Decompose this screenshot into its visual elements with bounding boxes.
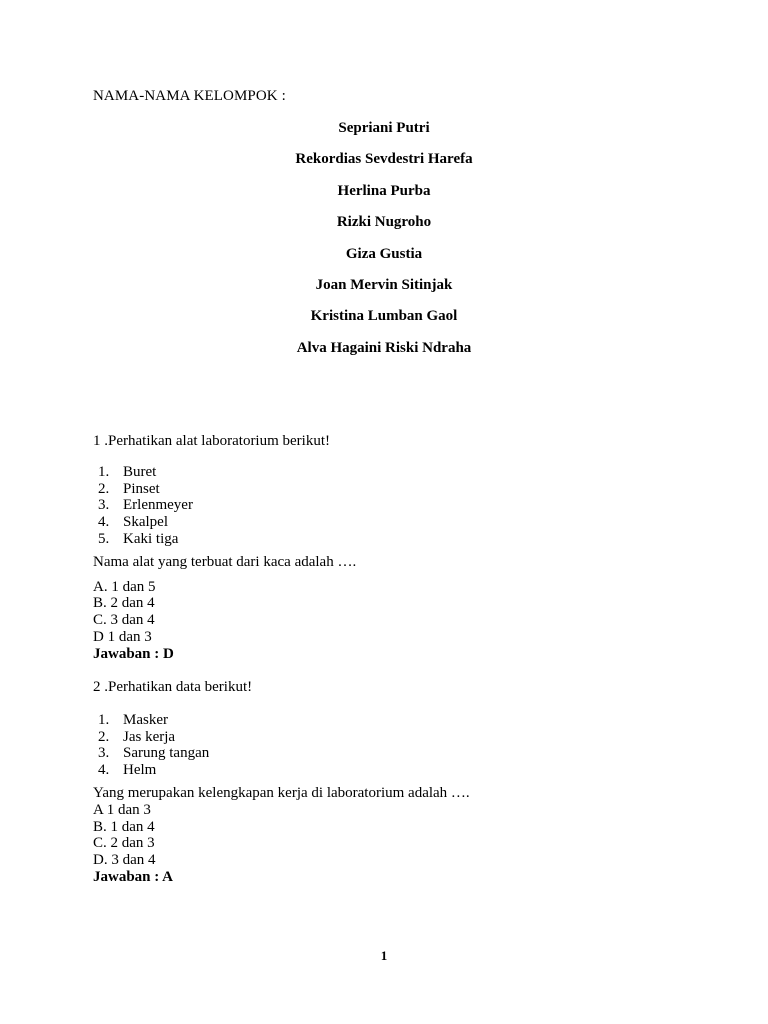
list-item	[93, 712, 470, 729]
list-text: Jas kerja	[123, 728, 176, 745]
answer-key: Jawaban : D	[93, 645, 174, 662]
list-number: 2.	[98, 480, 110, 497]
option: C. 3 dan 4	[93, 612, 155, 629]
list-item	[93, 481, 356, 498]
member-name: Rizki Nugroho	[336, 214, 432, 231]
member-name: Giza Gustia	[345, 245, 423, 262]
list-item	[93, 762, 470, 779]
list-text: Erlenmeyer	[123, 497, 193, 514]
list-item	[93, 497, 356, 514]
member-name: Alva Hagaini Riski Ndraha	[296, 339, 472, 356]
list-text: Buret	[123, 463, 157, 480]
list-item	[93, 514, 356, 531]
member-name: Joan Mervin Sitinjak	[315, 276, 453, 293]
list-item	[93, 745, 470, 762]
answer-options	[93, 802, 470, 886]
list-item	[93, 464, 356, 481]
list-text: Skalpel	[123, 514, 168, 531]
list-item	[93, 531, 356, 548]
list-number: 1.	[98, 711, 110, 728]
group-heading: NAMA-NAMA KELOMPOK :	[93, 88, 286, 104]
question-1	[93, 433, 356, 663]
list-text: Helm	[123, 762, 157, 779]
answer-options	[93, 579, 356, 663]
question-title: 2 .Perhatikan data berikut!	[93, 679, 253, 695]
option: A 1 dan 3	[93, 801, 151, 818]
list-number: 1.	[98, 463, 110, 480]
list-number: 4.	[98, 514, 110, 531]
list-text: Kaki tiga	[123, 530, 179, 547]
list-text: Masker	[123, 711, 168, 728]
question-prompt: Nama alat yang terbuat dari kaca adalah ….	[93, 553, 357, 570]
member-name: Sepriani Putri	[338, 120, 430, 136]
option: B. 1 dan 4	[93, 818, 155, 835]
list-item	[93, 729, 470, 746]
member-name: Kristina Lumban Gaol	[310, 308, 458, 325]
answer-key: Jawaban : A	[93, 868, 174, 885]
question-prompt: Yang merupakan kelengkapan kerja di laboratorium adalah ….	[93, 784, 470, 801]
list-number: 3.	[98, 497, 110, 514]
member-name: Rekordias Sevdestri Harefa	[295, 151, 473, 168]
option: A. 1 dan 5	[93, 578, 156, 595]
question-item-list	[93, 712, 470, 779]
option: C. 2 dan 3	[93, 835, 155, 852]
option: D 1 dan 3	[93, 628, 152, 645]
list-number: 3.	[98, 745, 110, 762]
page-number: 1	[380, 948, 388, 963]
member-name: Herlina Purba	[337, 182, 431, 199]
question-title: 1 .Perhatikan alat laboratorium berikut!	[93, 433, 331, 449]
list-number: 5.	[98, 530, 110, 547]
option: B. 2 dan 4	[93, 595, 155, 612]
option: D. 3 dan 4	[93, 852, 156, 869]
list-number: 4.	[98, 762, 110, 779]
question-2	[93, 679, 470, 886]
member-list	[0, 119, 768, 370]
list-text: Sarung tangan	[123, 745, 210, 762]
list-number: 2.	[98, 728, 110, 745]
question-item-list	[93, 464, 356, 548]
list-text: Pinset	[123, 480, 160, 497]
